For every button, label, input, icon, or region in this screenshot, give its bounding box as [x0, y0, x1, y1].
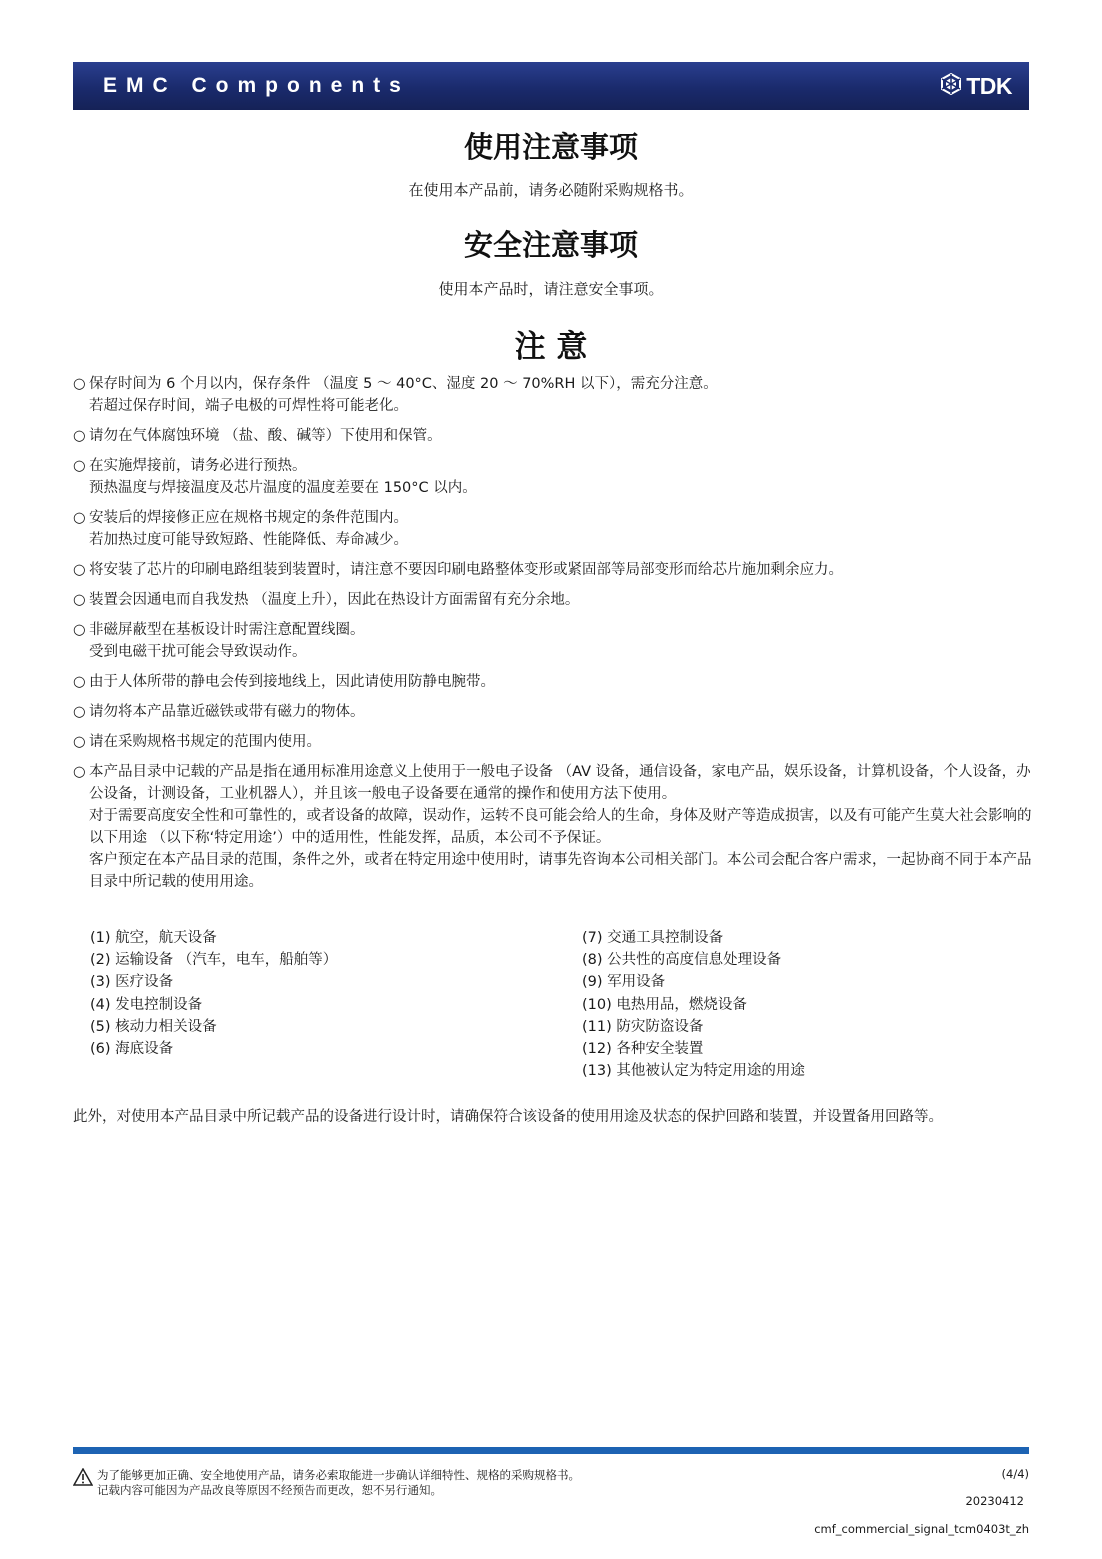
- circle-bullet-icon: ○: [73, 592, 86, 608]
- special-use-item: (6) 海底设备: [90, 1041, 174, 1058]
- header-title: EMC Components: [103, 74, 410, 97]
- usage-title: 使用注意事项: [463, 130, 638, 164]
- caution-text: 若加热过度可能导致短路、性能降低、寿命减少。: [89, 532, 408, 548]
- caution-text: 客户预定在本产品目录的范围，条件之外，或者在特定用途中使用时，请事先咨询本公司相关部门。本公司会配合客户需求，一起协商不同于本产品目录中所记载的使用用途。: [89, 852, 1032, 890]
- caution-item: [73, 425, 1033, 447]
- footer-warning-line2: 记载内容可能因为产品改良等原因不经预告而更改，恕不另行通知。: [97, 1483, 442, 1497]
- circle-bullet-icon: ○: [73, 674, 86, 690]
- caution-text: 若超过保存时间，端子电极的可焊性将可能老化。: [89, 398, 408, 414]
- page-number: (4/4): [1001, 1467, 1029, 1481]
- usage-subtitle: 在使用本产品前，请务必随附采购规格书。: [408, 181, 694, 199]
- caution-item: [73, 559, 1033, 581]
- footer-warning: [73, 1468, 580, 1498]
- tdk-logo-text: TDK: [966, 72, 1012, 99]
- special-use-item: (11) 防灾防盗设备: [582, 1018, 704, 1035]
- special-uses-left: [90, 927, 337, 1060]
- caution-item: [73, 373, 1033, 417]
- caution-text: 非磁屏蔽型在基板设计时需注意配置线圈。: [89, 622, 365, 638]
- caution-text: 对于需要高度安全性和可靠性的，或者设备的故障，误动作，运转不良可能会给人的生命，身体及财产等造成损害，以及有可能产生莫大社会影响的以下用途 （以下称‘特定用途’）中的适用性，性能发挥，品质，本公司不予保证。: [89, 808, 1032, 846]
- circle-bullet-icon: ○: [73, 458, 86, 474]
- caution-title: 注 意: [514, 329, 588, 365]
- caution-text: 将安装了芯片的印刷电路组装到装置时，请注意不要因印刷电路整体变形或紧固部等局部变形而给芯片施加剩余应力。: [89, 562, 843, 578]
- circle-bullet-icon: ○: [73, 734, 86, 750]
- special-use-item: (8) 公共性的高度信息处理设备: [582, 952, 782, 969]
- special-use-item: (9) 军用设备: [582, 974, 666, 991]
- special-use-item: (3) 医疗设备: [90, 974, 174, 991]
- special-uses-right: [582, 927, 805, 1082]
- caution-text: 预热温度与焊接温度及芯片温度的温度差要在 150°C 以内。: [89, 480, 477, 496]
- header-band: [73, 62, 1029, 110]
- caution-text: 装置会因通电而自我发热 （温度上升），因此在热设计方面需留有充分余地。: [89, 592, 580, 608]
- circle-bullet-icon: ○: [73, 428, 86, 444]
- special-use-item: (7) 交通工具控制设备: [582, 930, 724, 946]
- circle-bullet-icon: ○: [73, 622, 86, 638]
- caution-text: 由于人体所带的静电会传到接地线上，因此请使用防静电腕带。: [89, 674, 495, 690]
- special-use-item: (2) 运输设备 （汽车，电车，船舶等）: [90, 952, 338, 969]
- footer-warning-line1: 为了能够更加正确、安全地使用产品，请务必索取能进一步确认详细特性、规格的采购规格书。: [97, 1468, 580, 1482]
- caution-item: [73, 455, 1033, 499]
- caution-list: [73, 373, 1033, 901]
- caution-item: [73, 701, 1033, 723]
- circle-bullet-icon: ○: [73, 764, 86, 780]
- doc-id: cmf_commercial_signal_tcm0403t_zh: [814, 1522, 1029, 1536]
- doc-date: 20230412: [965, 1494, 1024, 1508]
- caution-text: 请勿在气体腐蚀环境 （盐、酸、碱等）下使用和保管。: [89, 428, 442, 444]
- caution-text: 受到电磁干扰可能会导致误动作。: [89, 644, 307, 660]
- tdk-logo-icon: [939, 72, 963, 100]
- tdk-logo: [939, 73, 1012, 99]
- safety-title: 安全注意事项: [463, 228, 638, 262]
- caution-item: [73, 619, 1033, 663]
- caution-text: 本产品目录中记载的产品是指在通用标准用途意义上使用于一般电子设备 （AV 设备，通信设备，家电产品，娱乐设备，计算机设备，个人设备，办公设备，计测设备，工业机器人），并且该一般电子设备要在通常的操作和使用方法下使用。: [89, 764, 1031, 802]
- special-use-item: (10) 电热用品，燃烧设备: [582, 996, 747, 1013]
- special-use-item: (5) 核动力相关设备: [90, 1018, 217, 1035]
- warning-triangle-icon: [73, 1468, 93, 1490]
- circle-bullet-icon: ○: [73, 376, 86, 392]
- caution-text: 安装后的焊接修正应在规格书规定的条件范围内。: [89, 510, 408, 526]
- caution-item: [73, 731, 1033, 753]
- special-use-item: (1) 航空，航天设备: [90, 930, 217, 946]
- caution-text: 请勿将本产品靠近磁铁或带有磁力的物体。: [89, 704, 365, 720]
- caution-text: 请在采购规格书规定的范围内使用。: [89, 734, 321, 750]
- caution-text: 在实施焊接前，请务必进行预热。: [89, 458, 307, 474]
- caution-item: [73, 507, 1033, 551]
- circle-bullet-icon: ○: [73, 704, 86, 720]
- circle-bullet-icon: ○: [73, 562, 86, 578]
- caution-item: [73, 589, 1033, 611]
- final-note: 此外，对使用本产品目录中所记载产品的设备进行设计时，请确保符合该设备的使用用途及状态的保护回路和装置，并设置备用回路等。: [73, 1109, 943, 1125]
- special-use-item: (13) 其他被认定为特定用途的用途: [582, 1063, 805, 1080]
- footer-divider: [73, 1447, 1029, 1454]
- caution-text: 保存时间为 6 个月以内，保存条件 （温度 5 ～ 40°C、湿度 20 ～ 70%RH 以下），需充分注意。: [89, 376, 718, 392]
- circle-bullet-icon: ○: [73, 510, 86, 526]
- special-use-item: (4) 发电控制设备: [90, 996, 203, 1013]
- special-use-item: (12) 各种安全装置: [582, 1041, 704, 1058]
- caution-item: [73, 761, 1033, 893]
- caution-item: [73, 671, 1033, 693]
- safety-subtitle: 使用本产品时，请注意安全事项。: [438, 280, 664, 298]
